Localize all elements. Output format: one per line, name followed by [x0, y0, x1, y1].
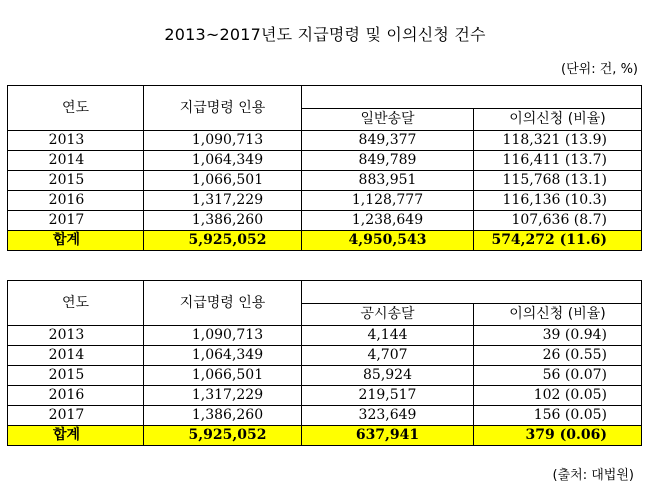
delivery-cell: 1,128,777 [302, 191, 474, 211]
year-cell: 2015 [8, 366, 144, 386]
table-row [8, 191, 642, 211]
total-objection: 574,272 (11.6) [474, 231, 642, 251]
delivery-cell: 849,789 [302, 151, 474, 171]
table-row [8, 151, 642, 171]
page-title: 2013~2017년도 지급명령 및 이의신청 건수 [164, 25, 486, 44]
table-row [8, 366, 642, 386]
header-issued: 지급명령 인용 [144, 86, 302, 131]
table-row [8, 386, 642, 406]
year-cell: 2017 [8, 406, 144, 426]
year-cell: 2014 [8, 346, 144, 366]
header-group-blank [302, 281, 642, 304]
delivery-cell: 4,144 [302, 326, 474, 346]
objection-cell: 156 (0.05) [474, 406, 642, 426]
issued-cell: 1,090,713 [144, 326, 302, 346]
objection-cell: 118,321 (13.9) [474, 131, 642, 151]
issued-cell: 1,317,229 [144, 386, 302, 406]
year-cell: 2013 [8, 326, 144, 346]
header-delivery: 공시송달 [302, 304, 474, 326]
header-issued: 지급명령 인용 [144, 281, 302, 326]
year-cell: 2013 [8, 131, 144, 151]
header-delivery: 일반송달 [302, 109, 474, 131]
total-delivery: 637,941 [302, 426, 474, 446]
issued-cell: 1,090,713 [144, 131, 302, 151]
total-label: 합계 [8, 426, 144, 446]
issued-cell: 1,386,260 [144, 211, 302, 231]
objection-cell: 26 (0.55) [474, 346, 642, 366]
objection-cell: 107,636 (8.7) [474, 211, 642, 231]
year-cell: 2016 [8, 386, 144, 406]
total-row [8, 426, 642, 446]
objection-cell: 115,768 (13.1) [474, 171, 642, 191]
year-cell: 2016 [8, 191, 144, 211]
objection-cell: 102 (0.05) [474, 386, 642, 406]
table-row [8, 171, 642, 191]
objection-cell: 116,136 (10.3) [474, 191, 642, 211]
issued-cell: 1,317,229 [144, 191, 302, 211]
header-objection: 이의신청 (비율) [474, 304, 642, 326]
total-delivery: 4,950,543 [302, 231, 474, 251]
public-notice-delivery-table [7, 280, 642, 446]
year-cell: 2015 [8, 171, 144, 191]
total-issued: 5,925,052 [144, 231, 302, 251]
general-delivery-table [7, 85, 642, 251]
delivery-cell: 219,517 [302, 386, 474, 406]
header-objection: 이의신청 (비율) [474, 109, 642, 131]
delivery-cell: 4,707 [302, 346, 474, 366]
objection-cell: 39 (0.94) [474, 326, 642, 346]
table-row [8, 211, 642, 231]
delivery-cell: 85,924 [302, 366, 474, 386]
delivery-cell: 323,649 [302, 406, 474, 426]
delivery-cell: 849,377 [302, 131, 474, 151]
total-objection: 379 (0.06) [474, 426, 642, 446]
issued-cell: 1,064,349 [144, 346, 302, 366]
year-cell: 2017 [8, 211, 144, 231]
header-year: 연도 [8, 86, 144, 131]
header-year: 연도 [8, 281, 144, 326]
objection-cell: 116,411 (13.7) [474, 151, 642, 171]
total-label: 합계 [8, 231, 144, 251]
table-row [8, 406, 642, 426]
header-group-blank [302, 86, 642, 109]
issued-cell: 1,066,501 [144, 171, 302, 191]
year-cell: 2014 [8, 151, 144, 171]
delivery-cell: 1,238,649 [302, 211, 474, 231]
delivery-cell: 883,951 [302, 171, 474, 191]
unit-note: (단위: 건, %) [561, 62, 638, 77]
objection-cell: 56 (0.07) [474, 366, 642, 386]
issued-cell: 1,066,501 [144, 366, 302, 386]
source-note: (출처: 대법원) [552, 468, 634, 483]
total-row [8, 231, 642, 251]
table-row [8, 326, 642, 346]
table-row [8, 346, 642, 366]
total-issued: 5,925,052 [144, 426, 302, 446]
issued-cell: 1,386,260 [144, 406, 302, 426]
issued-cell: 1,064,349 [144, 151, 302, 171]
table-row [8, 131, 642, 151]
